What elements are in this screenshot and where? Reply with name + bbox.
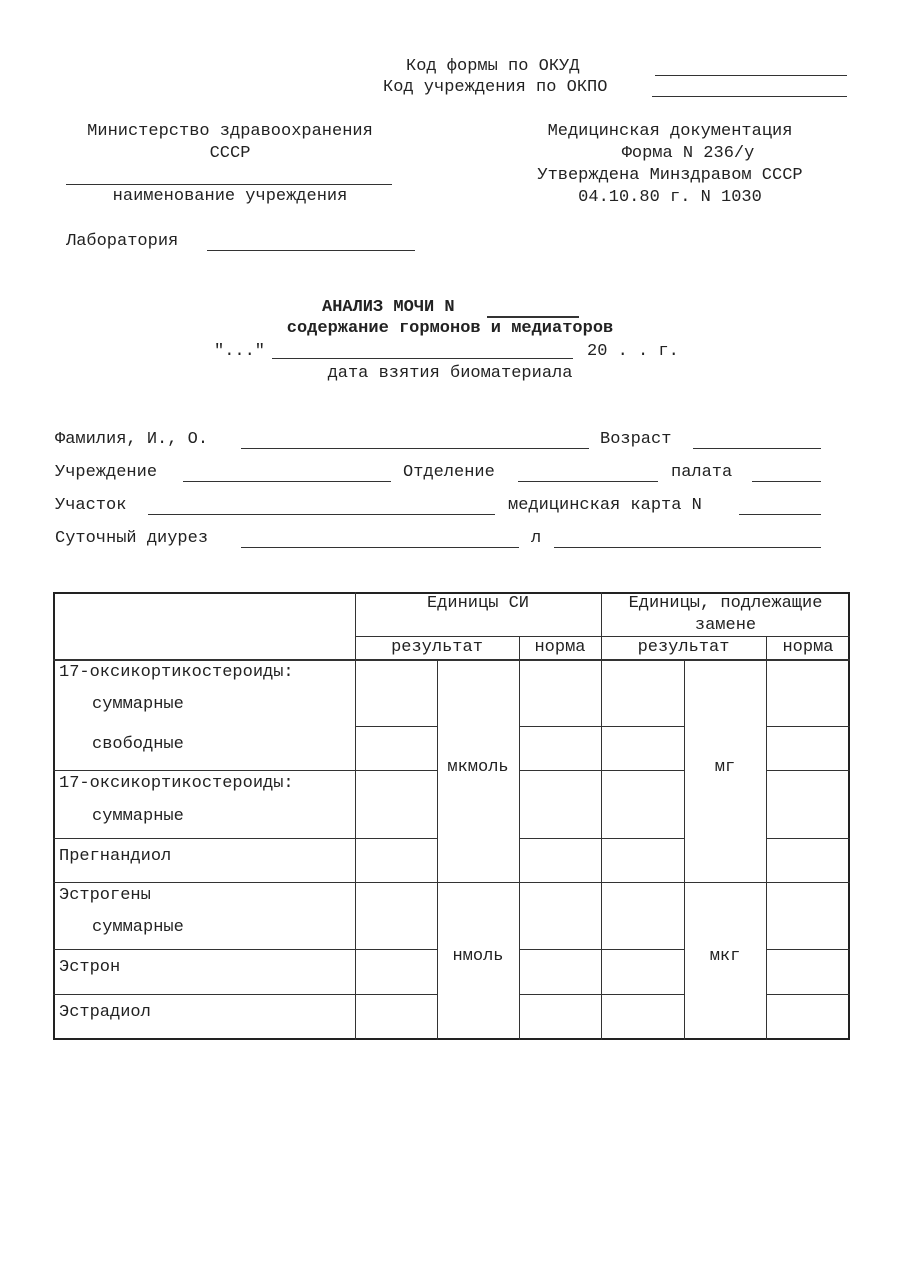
row-sep-label-3 bbox=[53, 882, 850, 883]
okud-field[interactable] bbox=[655, 75, 847, 76]
ward-label: палата bbox=[671, 463, 733, 482]
replace-units-header-1: Единицы, подлежащие bbox=[628, 594, 823, 613]
row-sep-rep-norm-1 bbox=[766, 726, 850, 727]
analysis-subtitle: содержание гормонов и медиаторов bbox=[286, 319, 614, 338]
row-sep-label-2 bbox=[53, 838, 356, 839]
okpo-label: Код учреждения по ОКПО bbox=[383, 78, 608, 97]
district-field[interactable] bbox=[148, 514, 495, 515]
analysis-number-field[interactable] bbox=[487, 316, 579, 318]
department-field[interactable] bbox=[518, 481, 658, 482]
row-label-pregnandiol: Прегнандиол bbox=[59, 847, 172, 866]
row-sep-si-result-5 bbox=[355, 994, 437, 995]
unit-mkmol: мкмоль bbox=[447, 758, 509, 777]
row-sep-rep-norm-2 bbox=[766, 770, 850, 771]
row-sep-si-result-3 bbox=[355, 838, 437, 839]
okpo-field[interactable] bbox=[652, 96, 847, 97]
header-line-1 bbox=[355, 636, 850, 637]
row-sep-si-norm-3 bbox=[519, 838, 684, 839]
laboratory-label: Лаборатория bbox=[66, 232, 179, 251]
vline-si-unit bbox=[437, 660, 438, 1040]
row-sep-si-result-1 bbox=[355, 726, 437, 727]
unit-mkg: мкг bbox=[709, 947, 741, 966]
department-label: Отделение bbox=[403, 463, 495, 482]
med-doc-approval: Утверждена Минздравом СССР bbox=[537, 166, 803, 185]
si-units-header: Единицы СИ bbox=[426, 594, 530, 613]
institution-caption: наименование учреждения bbox=[112, 187, 348, 206]
diuresis-field[interactable] bbox=[241, 547, 519, 548]
ministry-line2: СССР bbox=[209, 144, 251, 163]
row-label-estrogens: Эстрогены bbox=[59, 886, 151, 905]
med-doc-date: 04.10.80 г. N 1030 bbox=[578, 188, 762, 207]
date-suffix: 20 . . г. bbox=[587, 342, 679, 361]
row-sep-label-5 bbox=[53, 994, 356, 995]
analysis-title: АНАЛИЗ МОЧИ N bbox=[322, 298, 455, 317]
med-card-label: медицинская карта N bbox=[508, 496, 702, 515]
row-sep-si-result-4 bbox=[355, 949, 437, 950]
institution-label: Учреждение bbox=[55, 463, 158, 482]
row-label-estrogens-sum: суммарные bbox=[92, 918, 184, 937]
si-norm-header: норма bbox=[534, 638, 586, 657]
med-doc-form-number: Форма N 236/у bbox=[621, 144, 755, 163]
district-label: Участок bbox=[55, 496, 127, 515]
row-label-estron: Эстрон bbox=[59, 958, 121, 977]
med-doc-line1: Медицинская документация bbox=[547, 122, 793, 141]
ward-field[interactable] bbox=[752, 481, 821, 482]
age-label: Возраст bbox=[600, 430, 672, 449]
row-sep-si-norm-1 bbox=[519, 726, 684, 727]
date-field[interactable] bbox=[272, 358, 573, 359]
date-prefix: "..." bbox=[214, 342, 266, 361]
row-label-oks2-sum: суммарные bbox=[92, 807, 184, 826]
okud-label: Код формы по ОКУД bbox=[406, 57, 580, 76]
results-table bbox=[53, 592, 850, 1040]
age-field[interactable] bbox=[693, 448, 821, 449]
row-sep-si-norm-2 bbox=[519, 770, 684, 771]
row-sep-si-norm-5 bbox=[519, 994, 684, 995]
ministry-line1: Министерство здравоохранения bbox=[87, 122, 373, 141]
header-line-2 bbox=[53, 659, 850, 661]
row-sep-rep-norm-5 bbox=[766, 994, 850, 995]
fio-label: Фамилия, И., О. bbox=[55, 430, 209, 449]
date-caption: дата взятия биоматериала bbox=[327, 364, 573, 383]
row-label-oks1: 17-оксикортикостероиды: bbox=[59, 663, 294, 682]
replace-units-header-2: замене bbox=[694, 616, 757, 635]
fio-field[interactable] bbox=[241, 448, 589, 449]
row-label-estradiol: Эстрадиол bbox=[59, 1003, 151, 1022]
row-label-oks1-sum: суммарные bbox=[92, 695, 184, 714]
vline-label-col bbox=[355, 592, 356, 1040]
unit-nmol: нмоль bbox=[452, 947, 504, 966]
row-sep-si-result-2 bbox=[355, 770, 437, 771]
row-sep-rep-norm-4 bbox=[766, 949, 850, 950]
liter-label: л bbox=[531, 529, 542, 548]
row-label-oks1-free: свободные bbox=[92, 735, 184, 754]
rep-norm-header: норма bbox=[782, 638, 834, 657]
med-card-field[interactable] bbox=[739, 514, 821, 515]
si-result-header: результат bbox=[391, 638, 483, 657]
rep-result-header: результат bbox=[637, 638, 730, 657]
row-label-oks2: 17-оксикортикостероиды: bbox=[59, 774, 294, 793]
institution-name-field[interactable] bbox=[66, 184, 392, 185]
row-sep-label-1 bbox=[53, 770, 356, 771]
laboratory-field[interactable] bbox=[207, 250, 415, 251]
diuresis-label: Суточный диурез bbox=[55, 529, 209, 548]
institution-field[interactable] bbox=[183, 481, 391, 482]
unit-mg: мг bbox=[714, 758, 736, 777]
vline-replace-unit bbox=[684, 660, 685, 1040]
row-sep-label-4 bbox=[53, 949, 356, 950]
row-sep-si-norm-4 bbox=[519, 949, 684, 950]
vline-replace bbox=[601, 592, 602, 1040]
liter-field[interactable] bbox=[554, 547, 821, 548]
row-sep-rep-norm-3 bbox=[766, 838, 850, 839]
